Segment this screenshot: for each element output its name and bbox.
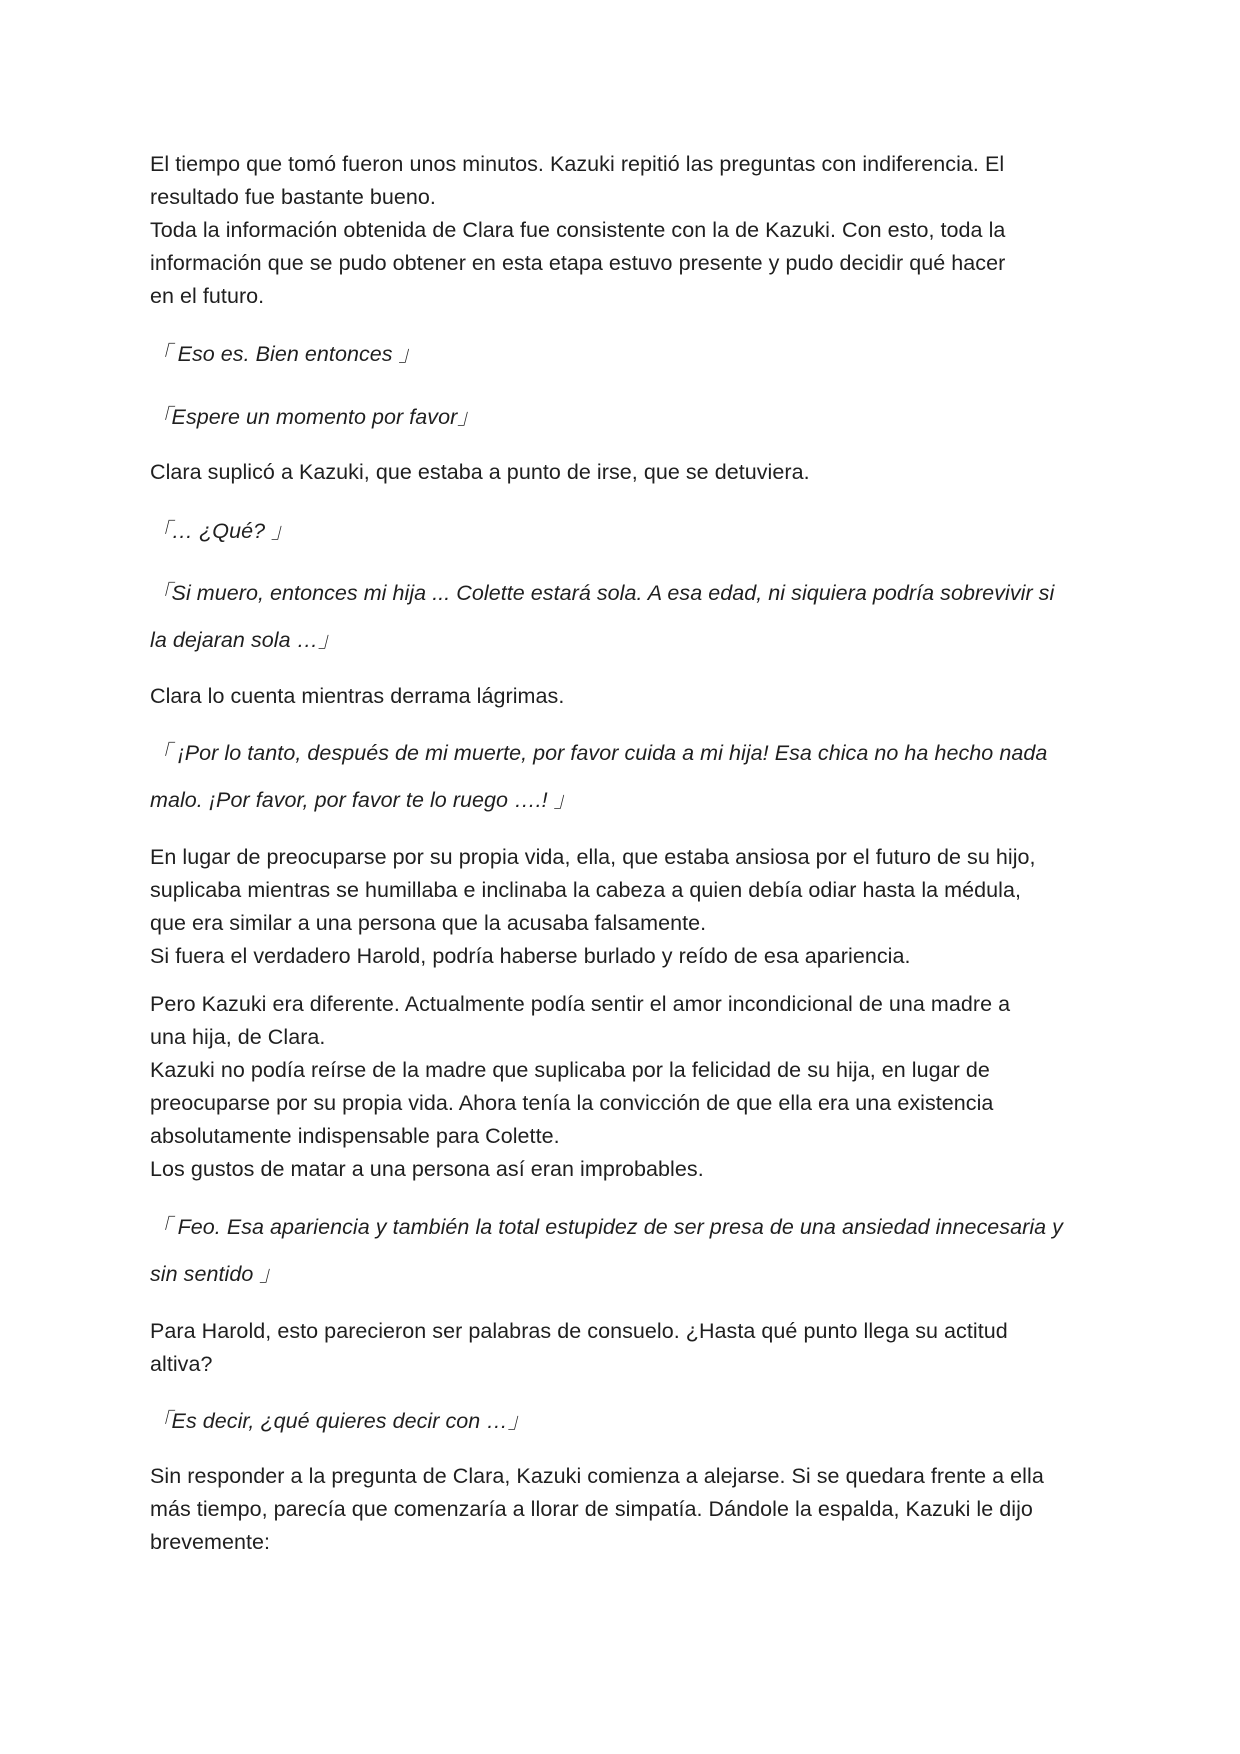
paragraph-5-line-3: brevemente: bbox=[150, 1530, 271, 1554]
narration-1: Clara suplicó a Kazuki, que estaba a punto de irse, que se detuviera. bbox=[150, 460, 810, 484]
dialogue-5-line-1: 「 ¡Por lo tanto, después de mi muerte, por favor cuida a mi hija! Esa chica no ha hecho nada bbox=[150, 741, 1048, 765]
dialogue-5-line-2: malo. ¡Por favor, por favor te lo ruego ….! 」 bbox=[150, 788, 576, 812]
dialogue-6-line-1: 「 Feo. Esa apariencia y también la total estupidez de ser presa de una ansiedad innecesaria y bbox=[150, 1215, 1063, 1239]
paragraph-3-line-2: una hija, de Clara. bbox=[150, 1025, 326, 1049]
paragraph-4-line-2: altiva? bbox=[150, 1352, 213, 1376]
dialogue-4-line-1: 「Si muero, entonces mi hija ... Colette estará sola. A esa edad, ni siquiera podría sobrevivir si bbox=[150, 581, 1055, 605]
paragraph-2-line-2: suplicaba mientras se humillaba e inclinaba la cabeza a quien debía odiar hasta la médula, bbox=[150, 878, 1022, 902]
dialogue-2: 「Espere un momento por favor」 bbox=[150, 405, 479, 429]
paragraph-1-line-3: Toda la información obtenida de Clara fue consistente con la de Kazuki. Con esto, toda la bbox=[150, 218, 1006, 242]
paragraph-1-line-2: resultado fue bastante bueno. bbox=[150, 185, 436, 209]
paragraph-4-line-1: Para Harold, esto parecieron ser palabras de consuelo. ¿Hasta qué punto llega su actitud bbox=[150, 1319, 1008, 1343]
dialogue-1: 「 Eso es. Bien entonces 」 bbox=[150, 342, 421, 366]
paragraph-3-line-1: Pero Kazuki era diferente. Actualmente podía sentir el amor incondicional de una madre a bbox=[150, 992, 1011, 1016]
paragraph-1-line-1: El tiempo que tomó fueron unos minutos. Kazuki repitió las preguntas con indiferencia. El bbox=[150, 152, 1005, 176]
paragraph-3-line-3: Kazuki no podía reírse de la madre que suplicaba por la felicidad de su hija, en lugar de bbox=[150, 1058, 990, 1082]
dialogue-4-line-2: la dejaran sola …」 bbox=[150, 628, 340, 652]
paragraph-3-line-6: Los gustos de matar a una persona así eran improbables. bbox=[150, 1157, 704, 1181]
dialogue-7: 「Es decir, ¿qué quieres decir con …」 bbox=[150, 1409, 530, 1433]
paragraph-5-line-1: Sin responder a la pregunta de Clara, Kazuki comienza a alejarse. Si se quedara frente a ella bbox=[150, 1464, 1044, 1488]
paragraph-1-line-5: en el futuro. bbox=[150, 284, 265, 308]
paragraph-3-line-4: preocuparse por su propia vida. Ahora tenía la convicción de que ella era una existencia bbox=[150, 1091, 994, 1115]
paragraph-2-line-4: Si fuera el verdadero Harold, podría haberse burlado y reído de esa apariencia. bbox=[150, 944, 911, 968]
dialogue-6-line-2: sin sentido 」 bbox=[150, 1262, 281, 1286]
narration-2: Clara lo cuenta mientras derrama lágrimas. bbox=[150, 684, 565, 708]
paragraph-2-line-3: que era similar a una persona que la acusaba falsamente. bbox=[150, 911, 707, 935]
dialogue-3: 「… ¿Qué? 」 bbox=[150, 519, 293, 543]
paragraph-1-line-4: información que se pudo obtener en esta etapa estuvo presente y pudo decidir qué hacer bbox=[150, 251, 1006, 275]
paragraph-2-line-1: En lugar de preocuparse por su propia vida, ella, que estaba ansiosa por el futuro de su hijo, bbox=[150, 845, 1036, 869]
paragraph-5-line-2: más tiempo, parecía que comenzaría a llorar de simpatía. Dándole la espalda, Kazuki le dijo bbox=[150, 1497, 1033, 1521]
paragraph-3-line-5: absolutamente indispensable para Colette. bbox=[150, 1124, 560, 1148]
